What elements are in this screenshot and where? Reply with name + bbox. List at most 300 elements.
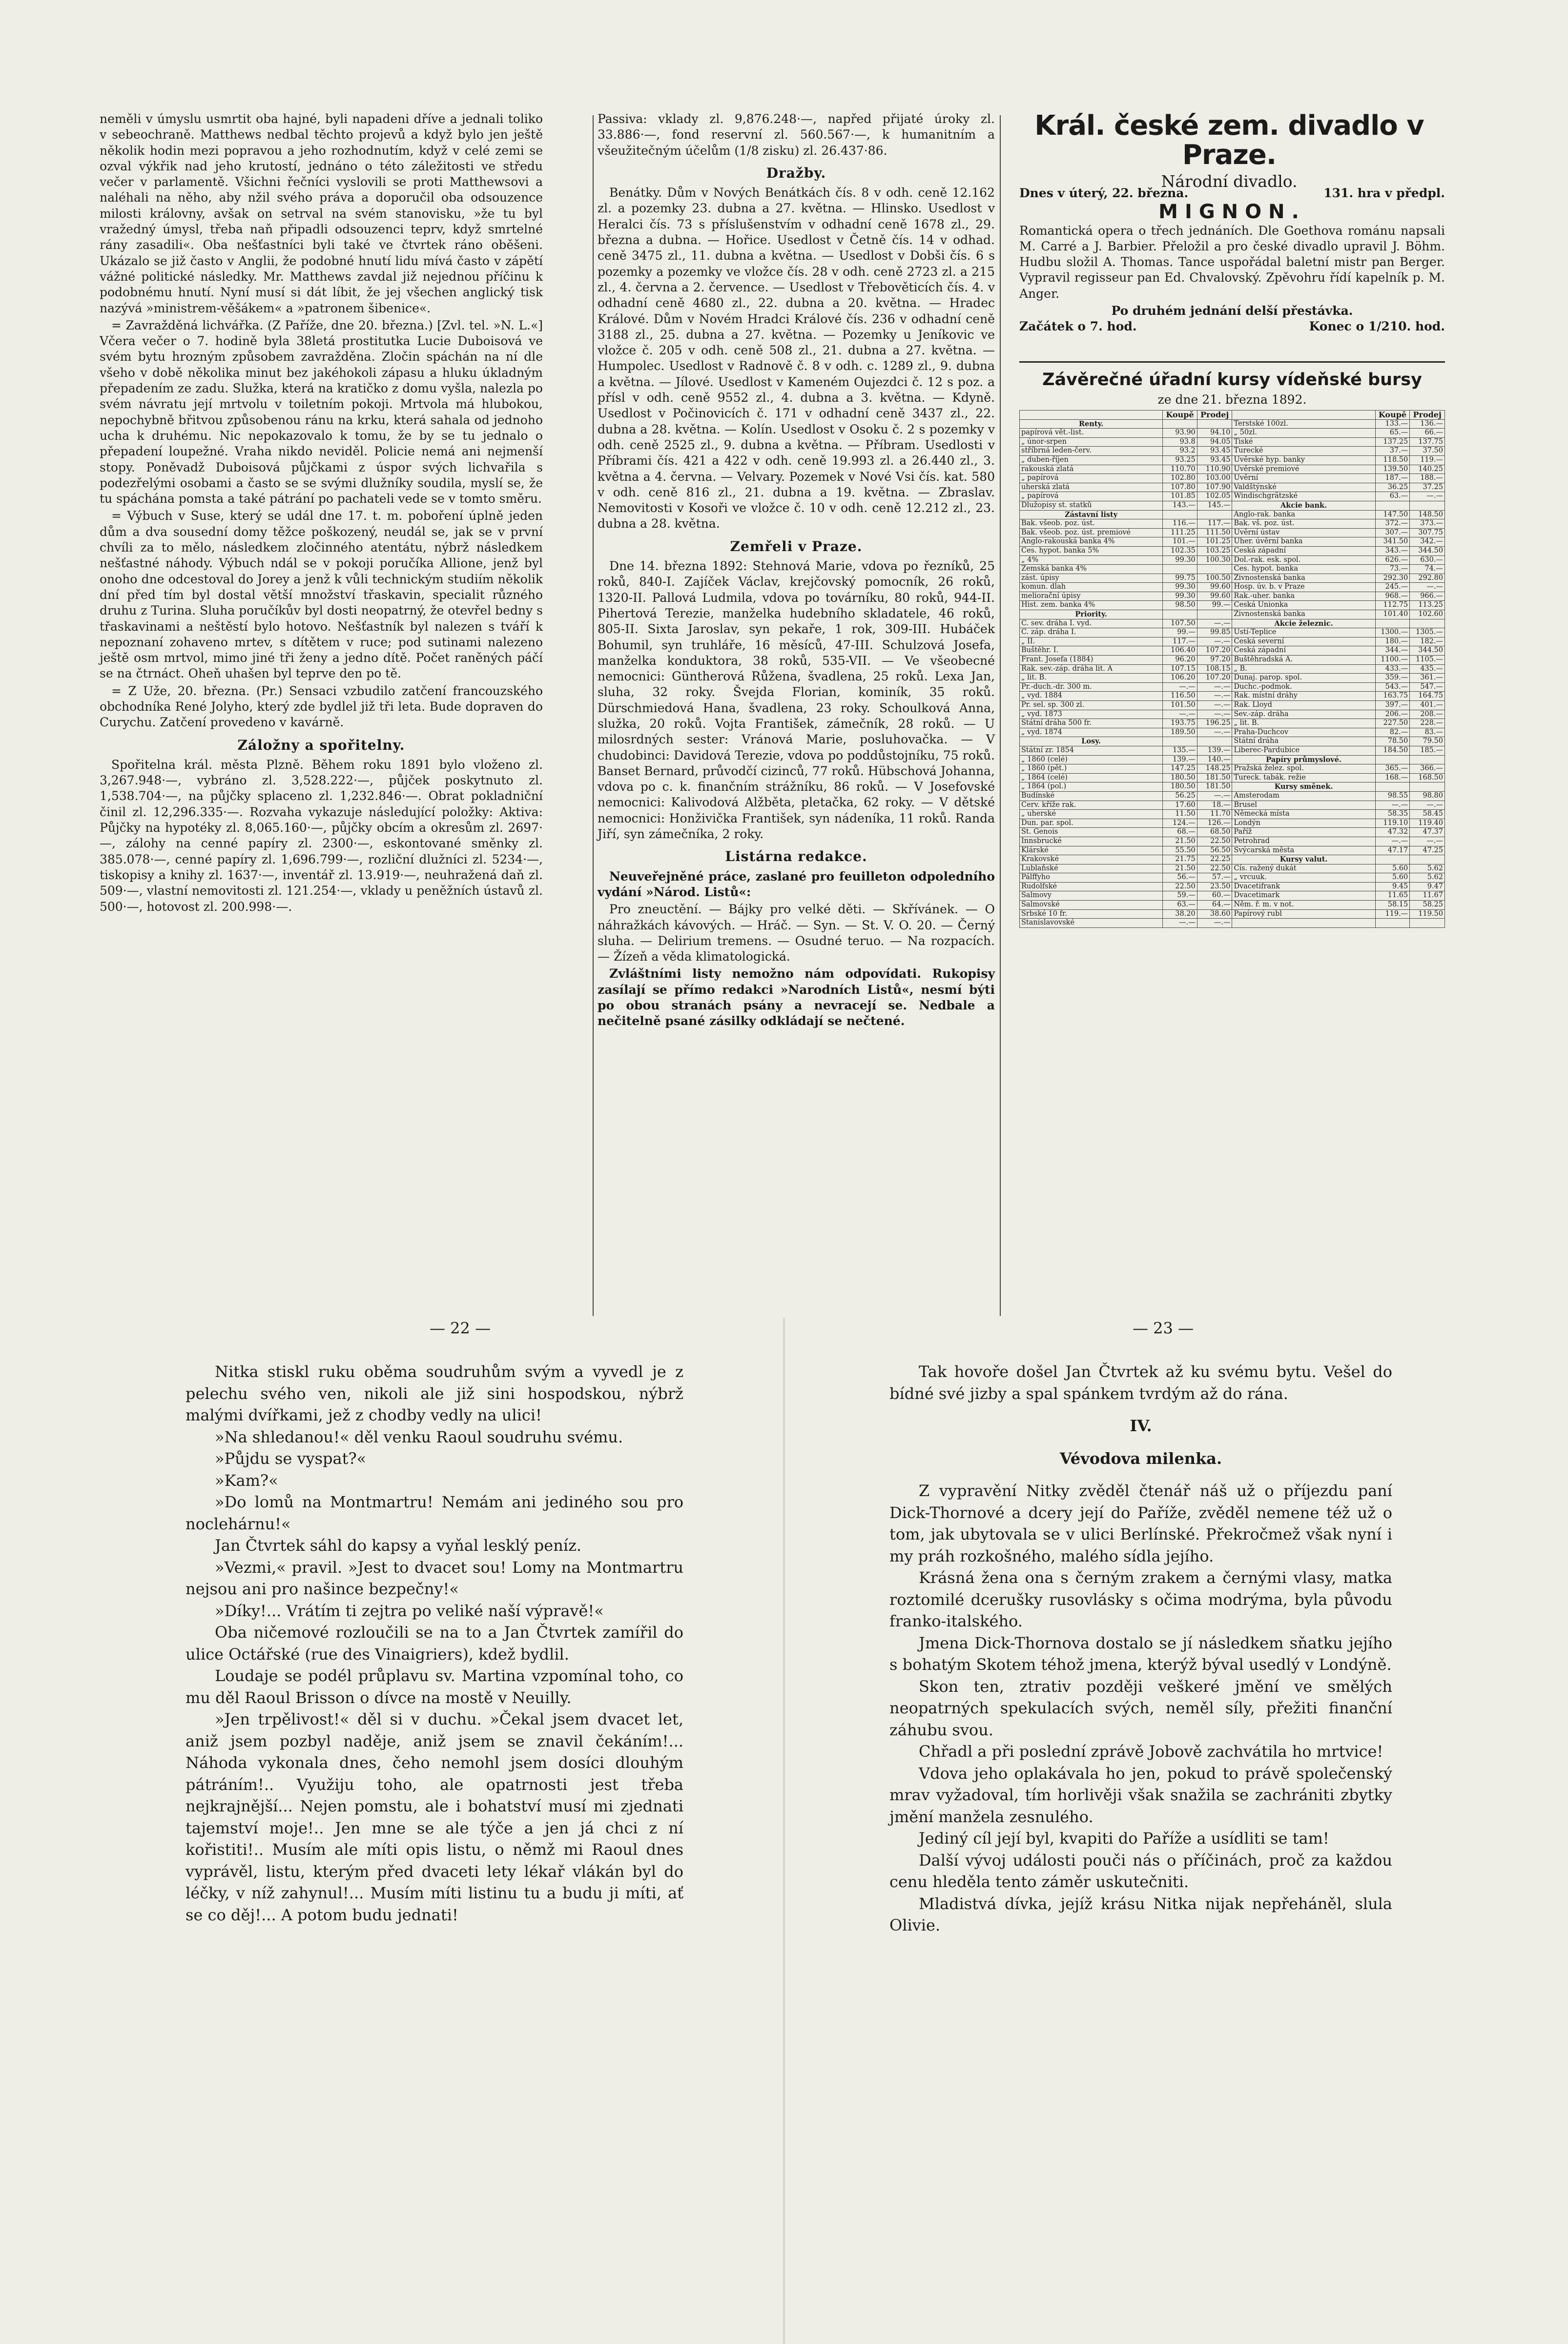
buy-price [1163,610,1197,619]
section-heading: Zemřeli v Praze. [730,538,863,555]
security-name: Frant. Josefa (1884) [1020,656,1163,665]
buy-price: 5.60 [1375,873,1410,883]
security-name: papírová vět.-list. [1020,429,1163,438]
exchange-row [1020,601,1445,610]
security-name: Brusel [1232,801,1375,810]
security-name: „ vyd. 1874 [1020,728,1163,737]
security-name: Hist. zem. banka 4% [1020,601,1163,610]
sell-price: —.— [1197,919,1232,928]
empty-cell [1232,919,1375,928]
exchange-row [1020,619,1445,628]
buy-price: 124.— [1163,819,1197,828]
exchange-row [1020,483,1445,492]
buy-price: 118.50 [1375,455,1410,465]
security-name: Pálffyho [1020,873,1163,883]
story-paragraph: Jan Čtvrtek sáhl do kapsy a vyňal lesklý peníz. [215,1536,582,1555]
security-name: Budínské [1020,791,1163,801]
column-notices [598,111,995,1031]
security-name: „ papírová [1020,492,1163,501]
security-name: Srbské 10 fr. [1020,909,1163,919]
sell-price: 113.25 [1410,601,1445,610]
story-paragraph: Jediný cíl její byl, kvapiti do Paříže a usídliti se tam! [919,1829,1329,1848]
buy-price: 99.— [1163,628,1197,637]
section-heading: Dražby. [766,164,826,181]
exchange-row [1020,692,1445,701]
security-name: Anglo-rakouská banka 4% [1020,537,1163,547]
security-name: Hosp. úv. b. v Praze [1232,583,1375,592]
buy-price [1375,855,1410,864]
buy-price: 21.50 [1163,864,1197,873]
exchange-row [1020,882,1445,891]
sell-price: 99.— [1197,601,1232,610]
exchange-row [1020,828,1445,837]
buy-price [1375,501,1410,510]
buy-price: 63.— [1375,492,1410,501]
security-name: „ únor-srpen [1020,437,1163,447]
buy-price: 37.— [1375,447,1410,456]
buy-price: 107.80 [1163,483,1197,492]
buy-price: 180.— [1375,637,1410,646]
theatre-title: Král. české zem. divadlo v Praze. [1034,110,1424,171]
page-number-right: — 23 — [1133,1319,1194,1337]
article-paragraph: Zvláštními listy nemožno nám odpovídati. Rukopisy zasílají se přímo redakci »Narodních Listů«, nesmí býti po obou stranách psány a nevracejí se. Nedbale a nečitelně psané zásilky odkládají se nečtené. [598,966,995,1028]
sell-price: 11.67 [1410,891,1445,901]
security-name: Živnostenská banka [1232,610,1375,619]
sell-price: 103.25 [1197,546,1232,555]
sell-price: 99.60 [1197,592,1232,601]
security-name: Pr. sel. sp. 300 zl. [1020,701,1163,710]
buy-price: 47.32 [1375,828,1410,837]
security-name: Č. sev. dráha I. vyd. [1020,619,1163,628]
intermission-note: Po druhém jednání delší přestávka. [1111,304,1353,318]
sell-price: 126.— [1197,819,1232,828]
exchange-row [1020,719,1445,728]
sell-price: 93.45 [1197,447,1232,456]
buy-price: 106.20 [1163,674,1197,683]
buy-price: 397.— [1375,701,1410,710]
security-name: Česká západní [1232,646,1375,656]
security-name: Dvacetimark [1232,891,1375,901]
sell-price: 344.50 [1410,546,1445,555]
program-date: Dnes v úterý, 22. března. [1019,186,1189,200]
exchange-row [1020,737,1445,746]
security-name: Kursy valut. [1232,855,1375,864]
exchange-row [1020,909,1445,919]
empty-cell [1375,919,1410,928]
buy-price: 11.65 [1375,891,1410,901]
security-name: Státní dráha 500 fr. [1020,719,1163,728]
buy-price [1375,782,1410,792]
buy-price: 343.— [1375,546,1410,555]
exchange-row [1020,782,1445,792]
buy-price: 36.25 [1375,483,1410,492]
exchange-title: Závěrečné úřadní kursy vídeňské bursy [1042,370,1422,390]
security-name: Amsterodam [1232,791,1375,801]
sell-price: —.— [1197,791,1232,801]
exchange-row [1020,873,1445,883]
security-name: Úvěrní ústav [1232,528,1375,537]
buy-price: 47.17 [1375,846,1410,855]
security-name: Státní zr. 1854 [1020,746,1163,755]
sell-price: 108.15 [1197,664,1232,674]
story-paragraph: »Do lomů na Montmartru! Nemám ani jediného sou pro noclehárnu!« [186,1493,683,1533]
security-name: Windischgrätzské [1232,492,1375,501]
buy-price: 63.— [1163,901,1197,910]
security-name: rakouská zlatá [1020,465,1163,474]
exchange-row [1020,628,1445,637]
buy-price: 292.30 [1375,574,1410,583]
start-time: Začátek o 7. hod. [1019,319,1137,334]
sell-price: 98.80 [1410,791,1445,801]
security-name: Uher. úvěrní banka [1232,537,1375,547]
article-paragraph: Neuveřejněné práce, zaslané pro feuilleton odpoledního vydání »Národ. Listů«: [598,869,995,899]
sell-price: 94.05 [1197,437,1232,447]
buy-price: 626.— [1375,555,1410,565]
buy-price: 68.— [1163,828,1197,837]
feuilleton-right [889,1361,1392,1936]
sell-price: 99.60 [1197,583,1232,592]
buy-price: 55.50 [1163,846,1197,855]
security-name: Zemská banka 4% [1020,565,1163,574]
exchange-row [1020,474,1445,483]
security-name: Rak. Lloyd [1232,701,1375,710]
story-paragraph: Krásná žena ona s černým zrakem a černými vlasy, matka roztomilé dcerušky rusovlásky s očima modrýma, byla původu franko-italského. [889,1568,1392,1630]
col-sell-header: Prodej [1197,411,1232,420]
article-paragraph: = Z Uže, 20. března. (Pr.) Sensaci vzbudilo zatčení francouzského obchodníka René Jolyho, který zde bydlel již tři leta. Bude dopraven do Curychu. Zatčení provedeno v kavárně. [100,683,543,730]
sell-price: 164.75 [1410,692,1445,701]
exchange-date: ze dne 21. března 1892. [1157,392,1307,407]
sell-price: —.— [1197,637,1232,646]
buy-price: 147.50 [1375,510,1410,519]
security-name: Čes. hypot. banka 5% [1020,546,1163,555]
sell-price: 66.— [1410,429,1445,438]
exchange-row [1020,646,1445,656]
security-name: Buštěhr. I. [1020,646,1163,656]
exchange-row [1020,728,1445,737]
buy-price: 56.25 [1163,791,1197,801]
exchange-row [1020,610,1445,619]
security-name: Úvěrní [1232,474,1375,483]
buy-price: 59.— [1163,891,1197,901]
sell-price: 94.10 [1197,429,1232,438]
sell-price: 107.20 [1197,674,1232,683]
story-paragraph: Nitka stiskl ruku oběma soudruhům svým a vyvedl je z pelechu svého ven, nikoli ale již sini hospodskou, nýbrž malými dvířkami, jež z chodby vedly na ulici! [186,1362,683,1424]
buy-price: 102.80 [1163,474,1197,483]
exchange-row [1020,429,1445,438]
exchange-row [1020,791,1445,801]
sell-price: 56.50 [1197,846,1232,855]
security-name: Tureck. tabák. režie [1232,773,1375,782]
buy-price: 341.50 [1375,537,1410,547]
sell-price: 119.— [1410,455,1445,465]
exchange-row [1020,501,1445,510]
buy-price: 372.— [1375,519,1410,529]
buy-price: —.— [1163,682,1197,692]
sell-price: 182.— [1410,637,1445,646]
feuilleton-left [186,1361,683,1926]
security-name: Tiské [1232,437,1375,447]
exchange-row [1020,637,1445,646]
buy-price: 78.50 [1375,737,1410,746]
exchange-row [1020,891,1445,901]
buy-price: 180.50 [1163,782,1197,792]
sell-price: 547.— [1410,682,1445,692]
sell-price: 208.— [1410,710,1445,719]
buy-price: 101.85 [1163,492,1197,501]
sell-price: 5.62 [1410,873,1445,883]
column-rule [1000,115,1001,1316]
security-name: Priority. [1020,610,1163,619]
buy-price: 17.60 [1163,801,1197,810]
security-name: Čes. hypot. banka [1232,565,1375,574]
security-name: „ B. [1232,664,1375,674]
security-name: komun. dlah [1020,583,1163,592]
buy-price: —.— [1163,919,1197,928]
sell-price: 145.— [1197,501,1232,510]
security-name: Valdštýnské [1232,483,1375,492]
security-name: Zástavní listy [1020,510,1163,519]
sell-price: —.— [1197,619,1232,628]
buy-price: 163.75 [1375,692,1410,701]
buy-price [1163,419,1197,429]
buy-price: 139.— [1163,755,1197,764]
security-name: „ uherské [1020,810,1163,819]
exchange-row [1020,701,1445,710]
exchange-row [1020,465,1445,474]
sell-price: —.— [1197,692,1232,701]
exchange-row [1020,837,1445,846]
buy-price: 365.— [1375,764,1410,774]
buy-price: 73.— [1375,565,1410,574]
buy-price: 1300.— [1375,628,1410,637]
security-name: uherská zlatá [1020,483,1163,492]
buy-price: 101.50 [1163,701,1197,710]
security-name: „ 4% [1020,555,1163,565]
buy-price: 21.50 [1163,837,1197,846]
story-paragraph: Mladistvá dívka, jejíž krásu Nitka nijak nepřeháněl, slula Olivie. [889,1894,1392,1934]
sell-price: 107.90 [1197,483,1232,492]
buy-price: 93.25 [1163,455,1197,465]
sell-price: 47.25 [1410,846,1445,855]
sell-price: 373.— [1410,519,1445,529]
sell-price: 185.— [1410,746,1445,755]
sell-price: 68.50 [1197,828,1232,837]
exchange-row [1020,919,1445,928]
security-name: Švýcarská města [1232,846,1375,855]
sell-price: 57.— [1197,873,1232,883]
article-paragraph: = Zavražděná lichvářka. (Z Paříže, dne 20. března.) [Zvl. tel. »N. L.«] Včera večer o 7. hodině byla 38letá prostitutka Lucie Duboisová ve svém bytu hrozným způsobem zavražděna. Zločin spáchán na ní dle všeho v době několika minut bez jakéhokoli zápasu a hluku úkladným přepadením ze zadu. Služka, která na kratičko z domu vyšla, nalezla po svém návratu její mrtvolu v toiletním pokoji. Mrtvola má hlubokou, nepochybně břitvou způsobenou ránu na krku, která sahala od jednoho ucha k druhému. Nic nepokazovalo k tomu, že by se tu jednalo o přepadení loupežné. Vraha nikdo neviděl. Policie nemá ani nejmenší stopy. Poněvadž Duboisová půjčkami z úspor svých lichvařila s podezřelými osobami a často se se svými dlužníky soudila, myslí se, že tu spáchána pomsta a také pátrání po pachateli vede se v tomto směru. [100,318,543,506]
col-buy-header: Koupě [1163,411,1197,420]
security-name: Dol.-rak. esk. spol. [1232,555,1375,565]
security-name: „ 1860 (pět.) [1020,764,1163,774]
sell-price: 136.— [1410,419,1445,429]
buy-price: 139.50 [1375,465,1410,474]
security-name: Úvěrské premiové [1232,465,1375,474]
article-paragraph: neměli v úmyslu usmrtit oba hajné, byli napadeni dříve a jednali toliko v sebeochraně. Matthews nedbal těchto projevů a když bylo jen ještě několik hodin mezi popravou a jeho rozhodnutím, když v celé zemi se ozval výkřik nad jeho krutostí, jednáno o této záležitosti ve středu večer v parlamentě. Všichni řečníci vyslovili se proti Matthewsovi a naléhali na něho, aby nžil svého práva a doporučil oba odsouzence milosti královny, avšak on setrval na svém stanovisku, »že tu byl vražedný úmysl, třeba naň připadli odsouzenci teprv, když smrtelné rány zasadili«. Oba nešťastníci byli také ve čtvrtek ráno oběšeni. Ukázalo se již často v Anglii, že podobné hnutí lidu mívá často v zápětí vážné politické následky. Mr. Matthews zavdal již nejednou příčinu k podobnému hnutí. Nyní musí si dát líbit, že jej všechen anglický tisk nazývá »ministrem-věšákem« a »patronem šibenice«. [100,112,543,315]
sell-price: 188.— [1410,474,1445,483]
buy-price: 168.— [1375,773,1410,782]
exchange-row [1020,656,1445,665]
exchange-row [1020,901,1445,910]
sell-price: 148.25 [1197,764,1232,774]
exchange-row [1020,565,1445,574]
buy-price: 102.35 [1163,546,1197,555]
exchange-row [1020,455,1445,465]
theatre-masthead [1019,111,1439,191]
buy-price [1163,737,1197,746]
buy-price: 98.55 [1375,791,1410,801]
buy-price: 58.15 [1375,901,1410,910]
exchange-row [1020,755,1445,764]
theatre-program [1019,185,1445,335]
sell-price: 111.50 [1197,528,1232,537]
exchange-row [1020,537,1445,547]
buy-price: 143.— [1163,501,1197,510]
sell-price: 18.— [1197,801,1232,810]
chapter-title: Vévodova milenka. [1059,1449,1222,1468]
sell-price: 74.— [1410,565,1445,574]
sell-price: 139.— [1197,746,1232,755]
buy-price: 359.— [1375,674,1410,683]
security-name: „ 1864 (pol.) [1020,782,1163,792]
exchange-row [1020,447,1445,456]
sell-price: 100.30 [1197,555,1232,565]
sell-price [1410,782,1445,792]
sell-price: 1105.— [1410,656,1445,665]
program-number: 131. hra v předpl. [1323,186,1445,200]
sell-price: 119.40 [1410,819,1445,828]
buy-price: 21.75 [1163,855,1197,864]
buy-price: 433.— [1375,664,1410,674]
chapter-number: IV. [1130,1417,1152,1435]
buy-price: 99.75 [1163,574,1197,583]
buy-price: 99.30 [1163,592,1197,601]
story-paragraph: Chřadl a při poslední zprávě Jobově zachvátila ho mrtvice! [919,1742,1383,1761]
sell-price: 97.20 [1197,656,1232,665]
exchange-row [1020,710,1445,719]
security-name: Pr.-duch.-dr. 300 m. [1020,682,1163,692]
buy-price: 184.50 [1375,746,1410,755]
story-paragraph: »Na shledanou!« děl venku Raoul soudruhu svému. [215,1427,623,1446]
exchange-row [1020,855,1445,864]
security-name: Salmovské [1020,901,1163,910]
sell-price: —.— [1197,701,1232,710]
buy-price: 180.50 [1163,773,1197,782]
security-name: St. Genois [1020,828,1163,837]
exchange-row [1020,574,1445,583]
buy-price: 5.60 [1375,864,1410,873]
sell-price: 37.25 [1410,483,1445,492]
exchange-row [1020,419,1445,429]
exchange-row [1020,764,1445,774]
security-name: Renty. [1020,419,1163,429]
sell-price: —.— [1197,682,1232,692]
security-name: „ lit. B. [1232,719,1375,728]
article-paragraph: Benátky. Dům v Nových Benátkách čís. 8 v odh. ceně 12.162 zl. a pozemky 23. dubna a 27. května. — Hlinsko. Usedlost v Heralci čís. 73 s příslušenstvím v odhadní ceně 1678 zl., 29. března a dubna. — Hořice. Usedlost v Četně čís. 14 v odhad. ceně 3475 zl., 11. dubna a května. — Usedlost v Dobši čís. 6 s pozemky a pozemky ve vložce čís. 28 v odh. ceně 2723 zl. a 215 zl., 4. června a 2. července. — Usedlost v Třebověticích čís. 4. v odhadní ceně 4680 zl., 22. dubna a 20. května. — Hradec Králové. Dům v Novém Hradci Králové čís. 236 v odhadní ceně 3188 zl., 25. dubna a 27. května. — Pozemky u Jeníkovic ve vložce č. 205 v odh. ceně 508 zl., 21. dubna a 27. května. — Humpolec. Usedlost v Radnově č. 8 v odh. c. 1289 zl., 9. dubna a května. — Jílové. Usedlost v Kameném Oujezdci č. 12 s poz. a přísl v odh. ceně 9552 zl., 4. dubna a 3. května. — Kdyně. Usedlost v Počinovicích č. 171 v odhadní ceně 3437 zl., 22. dubna a 28. května. — Kolín. Usedlost v Osoku č. 2 s pozemky v odh. ceně 2525 zl., 9. dubna a května. — Příbram. Usedlosti v Příbrami čís. 421 a 422 v odh. ceně 19.993 zl. a 26.440 zl., 3. května a 4. června. — Velvary. Pozemek v Nové Vsi čís. kat. 580 v odh. ceně 816 zl., 21. dubna a 19. května. — Zbraslav. Nemovitosti v Kosoři ve vložce č. 10 v odh. ceně 12.212 zl., 23. dubna a 28. května. [598,185,995,531]
security-name: meliorační úpisy [1020,592,1163,601]
sell-price: 148.50 [1410,510,1445,519]
security-name: „ 1860 (celé) [1020,755,1163,764]
security-name: Akcie bank. [1232,501,1375,510]
buy-price: —.— [1375,801,1410,810]
sell-price: 119.50 [1410,909,1445,919]
security-name: Ústí-Teplice [1232,628,1375,637]
buy-price: 65.— [1375,429,1410,438]
sell-price: 38.60 [1197,909,1232,919]
section-heading: Záložny a spořitelny. [237,737,405,753]
exchange-row [1020,801,1445,810]
sell-price: 58.25 [1410,901,1445,910]
security-name: Papírový rubl [1232,909,1375,919]
story-paragraph: Oba ničemové rozloučili se na to a Jan Čtvrtek zamířil do ulice Octářské (rue des Vinaigriers), kdež bydlil. [186,1623,683,1664]
sell-price [1410,855,1445,864]
buy-price: 11.50 [1163,810,1197,819]
buy-price: 96.20 [1163,656,1197,665]
exchange-row [1020,546,1445,555]
buy-price: 189.50 [1163,728,1197,737]
buy-price: 107.50 [1163,619,1197,628]
sell-price: 110.90 [1197,465,1232,474]
story-paragraph: Vdova jeho oplakávala ho jen, pokud to právě společenský mrav vyžadoval, tím horlivěji však snažila se zachrániti zbytky jmění manžela zesnulého. [889,1764,1392,1826]
story-paragraph: »Díky!... Vrátím ti zejtra po veliké naší výpravě!« [215,1601,604,1620]
sell-price: 79.50 [1410,737,1445,746]
security-name: Stanislavovské [1020,919,1163,928]
sell-price: 64.— [1197,901,1232,910]
buy-price: 93.90 [1163,429,1197,438]
section-divider [1019,361,1445,363]
sell-price: —.— [1410,801,1445,810]
buy-price: —.— [1375,837,1410,846]
security-name: Úvěrské hyp. banky [1232,455,1375,465]
page-number-left: — 22 — [430,1319,491,1337]
buy-price: 101.— [1163,537,1197,547]
buy-price: 344.— [1375,646,1410,656]
sell-price: 181.50 [1197,773,1232,782]
exchange-row [1020,819,1445,828]
article-paragraph: = Výbuch v Suse, který se udál dne 17. t. m. poboření úplně jeden dům a dva sousední domy těžce poškozený, neudál se, jak se v první chvíli za to mělo, následkem zločinného atentátu, nýbrž následkem nešťastné náhody. Výbuch ndál se v pokoji poručíka Allione, jenž byl onoho dne odcestoval do Jorey a jenž k vůli technickým studiím několik dní před tím byl dostal větší množství třaskavin, specialit různého druhu z Turina. Sluha poručíkův byl dosti neopatrný, že otevřel bedny s třaskavinami a neštěstí bylo hotovo. Nešťastník byl nalezen s tváří k nepoznaní zohaveno mrtev, s dítětem v ruce; pod sutinami nalezeno ještě osm mrtvol, mimo jiné tři ženy a jedno dítě. Počet raněných páčí se na čtrnáct. Oheň uhašen byl teprve den po tě. [100,509,543,681]
buy-price: 133.— [1375,419,1410,429]
buy-price: 93.2 [1163,447,1197,456]
security-name: Salmovy [1020,891,1163,901]
security-name: Anglo-rak. banka [1232,510,1375,519]
buy-price: 135.— [1163,746,1197,755]
exchange-row [1020,682,1445,692]
security-name: Bak. vš. poz. úst. [1232,519,1375,529]
sell-price: 47.37 [1410,828,1445,837]
buy-price: 968.— [1375,592,1410,601]
security-name: „ lit. B. [1020,674,1163,683]
exchange-row [1020,592,1445,601]
article-paragraph: Dne 14. března 1892: Stehnová Marie, vdova po řezníků, 25 roků, 840-I. Zajíček Václav, krejčovský pomocník, 26 roků, 1320-II. Pallová Ludmila, vdova po továrníku, 80 roků, 944-II. Pihertová Terezie, manželka hudebního skladatele, 46 roků, 805-II. Sixta Jaroslav, syn pekaře, 1 rok, 309-III. Hubáček Bohumil, syn truhláře, 16 měsíců, 47-III. Schulzová Josefa, manželka konduktora, 38 roků, 535-VII. — Ve všeobecné nemocnici: Güntherová Růžena, švadlena, 25 roků. Lexa Jan, sluha, 32 roky. Švejda Florian, kominík, 35 roků. Dürschmiedová Hana, švadlena, 23 roky. Schoulková Anna, služka, 20 roků. Vojta František, zámečník, 28 roků. — U milosrdných sester: Vránová Marie, posluhovačka. — V chudobinci: Davidová Terezie, vdova po poddůstojníku, 75 roků. Banset Bernard, průvodčí cizinců, 77 roků. Hübschová Johanna, vdova po c. k. finančním strážníku, 86 roků. — V Josefovské nemocnici: Kalivodová Alžběta, pletačka, 62 roky. — V dětské nemocnici: Honživička František, syn nádeníka, 11 roků. Randa Jiří, syn zámečníka, 2 roky. [598,559,995,842]
exchange-row [1020,492,1445,501]
buy-price: 22.50 [1163,882,1197,891]
buy-price: 137.25 [1375,437,1410,447]
security-name: „ II. [1020,637,1163,646]
play-title: MIGNON. [1158,201,1306,224]
sell-price: 228.— [1410,719,1445,728]
buy-price: 110.70 [1163,465,1197,474]
column-news [100,111,543,916]
buy-price: 206.— [1375,710,1410,719]
security-name: „ vyd. 1873 [1020,710,1163,719]
article-paragraph: Spořitelna král. města Plzně. Během roku 1891 bylo vloženo zl. 3,267.948·—, vybráno zl. 3,528.222·—, půjček poskytnuto zl. 1,538.704·—, na půjčky splaceno zl. 1,232.846·—. Obrat pokladniční činil zl. 12,296.335·—. Rozvaha vykazuje následující položky: Aktiva: Půjčky na hypotéky zl. 8,065.160·—, půjčky obcím a okresům zl. 2697·—, zálohy na cenné papíry zl. 2300·—, eskontované směnky zl. 385.078·—, cenné papíry zl. 1,696.799·—, rozliční dlužníci zl. 5234·—, tiskopisy a knihy zl. 1637·—, inventář zl. 13.919·—, neuhražená daň zl. 509·—, vlastní nemovitosti zl. 121.254·—, vklady u peněžních ústavů zl. 500·—, hotovost zl. 200.998·—. [100,757,543,914]
buy-price: 9.45 [1375,882,1410,891]
buy-price: 56.— [1163,873,1197,883]
buy-price: 99.30 [1163,555,1197,565]
buy-price: 116.— [1163,519,1197,529]
security-name: Česká Unionka [1232,601,1375,610]
security-name: Pražská želez. spol. [1232,764,1375,774]
